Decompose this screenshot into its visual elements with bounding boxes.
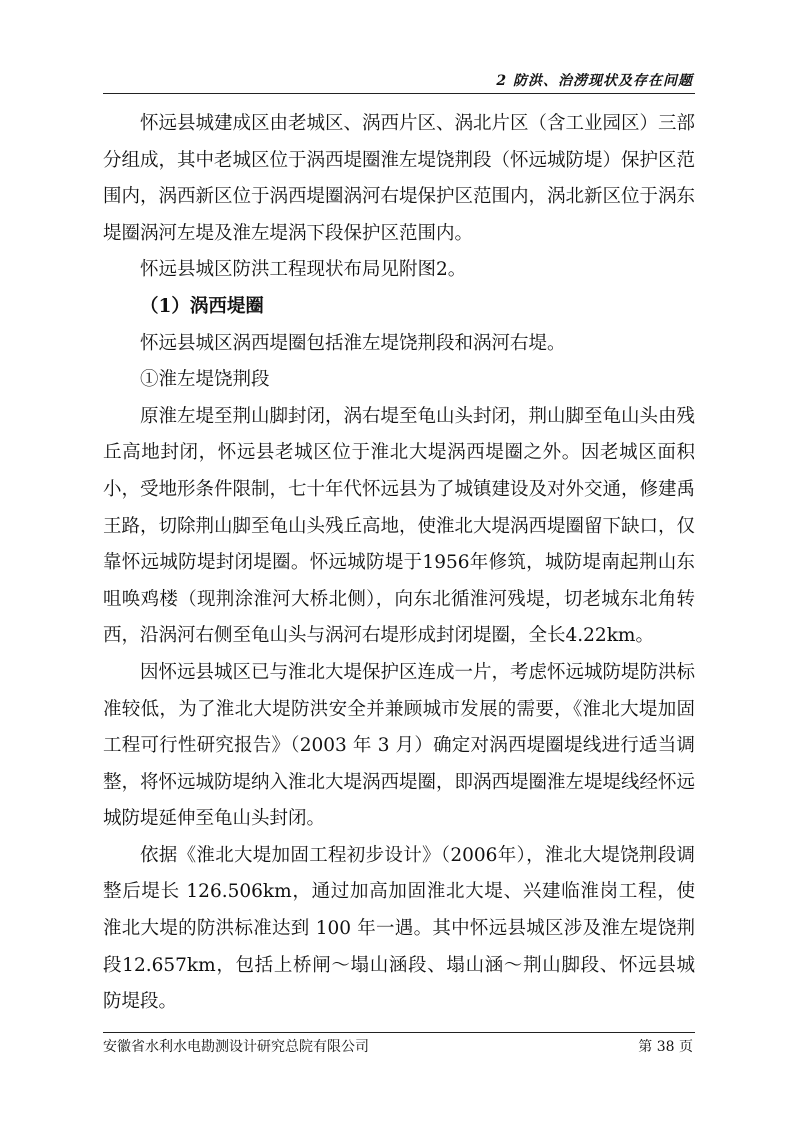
- section-heading: （1）涡西堤圈: [140, 295, 264, 317]
- paragraph: 怀远县城建成区由老城区、涡西片区、涡北片区（含工业园区）三部分组成，其中老城区位于涡西堤圈淮左堤饶荆段（怀远城防堤）保护区范围内，涡西新区位于涡西堤圈涡河右堤保护区范围内，涡北新区位于涡东堤圈涡河左堤及淮左堤涡下段保护区范围内。: [103, 113, 696, 244]
- document-body: [103, 106, 695, 1021]
- footer-divider: [103, 1032, 695, 1033]
- subsection-heading: ①淮左堤饶荆段: [140, 369, 270, 391]
- paragraph: 原淮左堤至荆山脚封闭，涡右堤至龟山头封闭，荆山脚至龟山头由残丘高地封闭，怀远县老城区位于淮北大堤涡西堤圈之外。因老城区面积小，受地形条件限制，七十年代怀远县为了城镇建设及对外交通，修建禹王路，切除荆山脚至龟山头残丘高地，使淮北大堤涡西堤圈留下缺口，仅靠怀远城防堤封闭堤圈。怀远城防堤于1956年修筑，城防堤南起荆山东咀唤鸡楼（现荆涂淮河大桥北侧），向东北循淮河残堤，切老城东北角转西，沿涡河右侧至龟山头与涡河右堤形成封闭堤圈，全长4.22km。: [103, 405, 696, 647]
- paragraph: 因怀远县城区已与淮北大堤保护区连成一片，考虑怀远城防堤防洪标准较低，为了淮北大堤防洪安全并兼顾城市发展的需要，《淮北大堤加固工程可行性研究报告》（2003 年 3 月）确定对涡西堤圈堤线进行适当调整，将怀远城防堤纳入淮北大堤涡西堤圈，即涡西堤圈淮左堤堤线经怀远城防堤延伸至龟山头封闭。: [103, 661, 696, 830]
- page-footer: [103, 1036, 695, 1056]
- page-number: 第 38 页: [638, 1039, 693, 1055]
- paragraph: 怀远县城区防洪工程现状布局见附图2。: [140, 259, 467, 281]
- organization-name: 安徽省水利水电勘测设计研究总院有限公司: [103, 1039, 369, 1055]
- paragraph: 依据《淮北大堤加固工程初步设计》（2006年），淮北大堤饶荆段调整后堤长 126.506km，通过加高加固淮北大堤、兴建临淮岗工程，使淮北大堤的防洪标准达到 100 年一遇。其中怀远县城区涉及淮左堤饶荆段12.657km，包括上桥闸～塌山涵段、塌山涵～荆山脚段、怀远县城防堤段。: [103, 844, 695, 1013]
- header-divider: [103, 93, 695, 94]
- page-header: [103, 70, 695, 92]
- paragraph: 怀远县城区涡西堤圈包括淮左堤饶荆段和涡河右堤。: [140, 332, 566, 354]
- chapter-title: 2 防洪、治涝现状及存在问题: [496, 73, 693, 89]
